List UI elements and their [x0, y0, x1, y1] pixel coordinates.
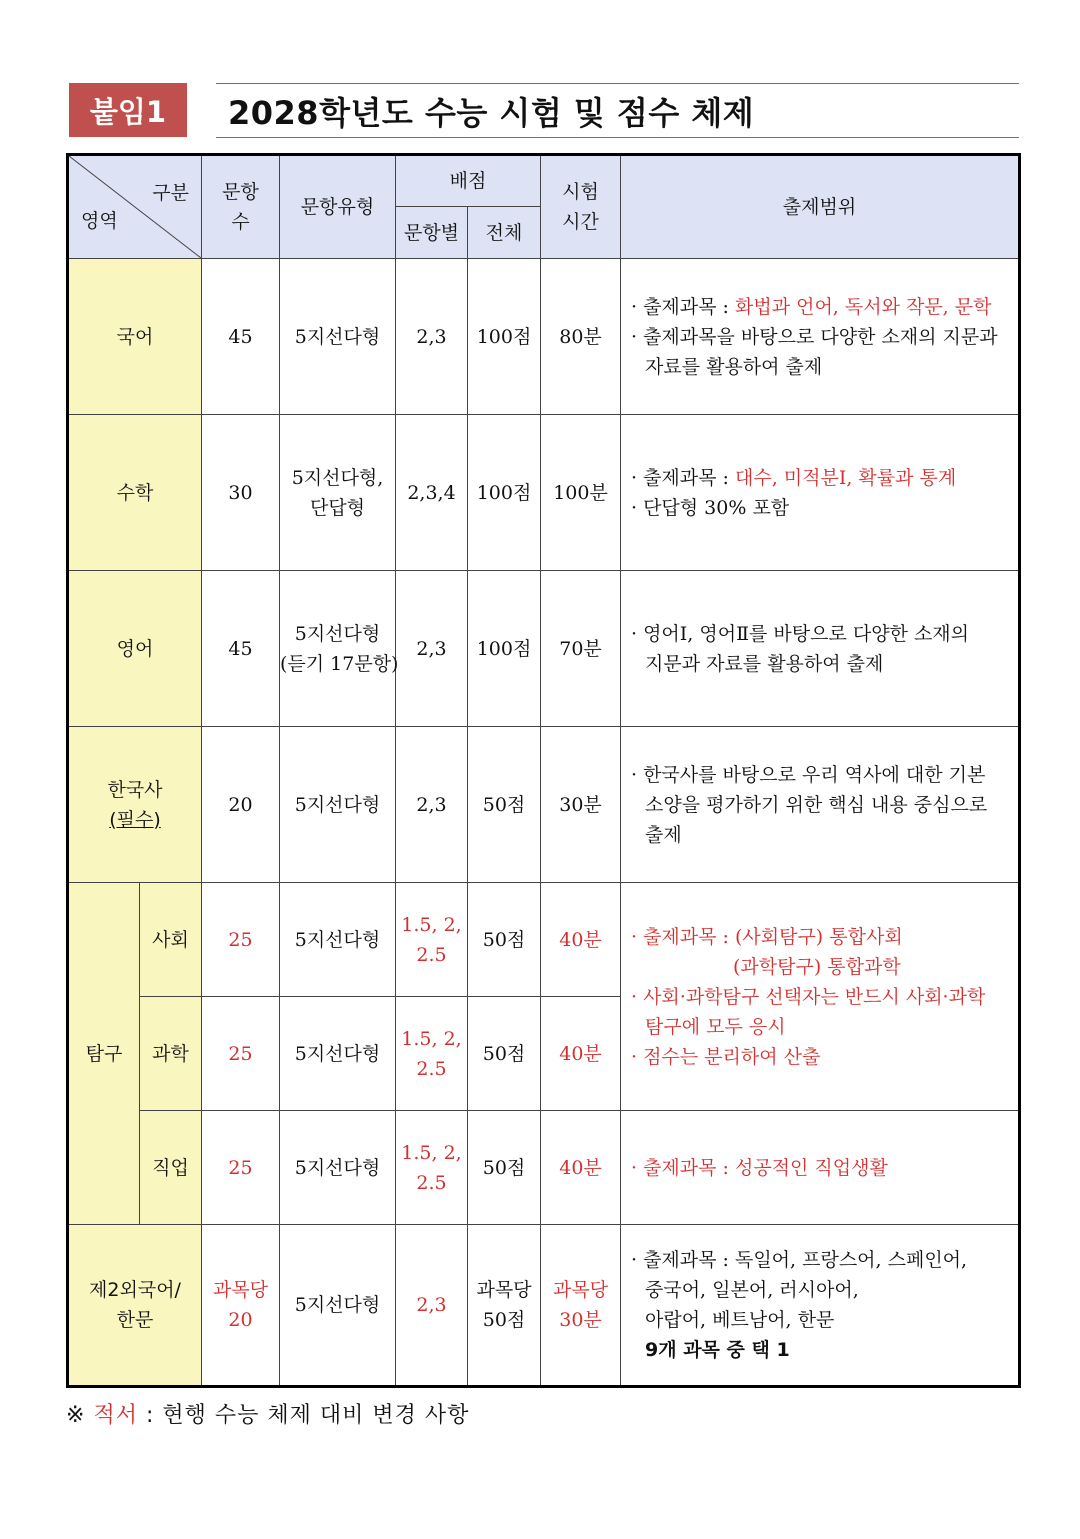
- title-bottom-rule: [216, 137, 1019, 138]
- area-korean-history: 한국사 (필수): [68, 727, 202, 883]
- total-cell: 50점: [468, 883, 541, 997]
- footnote: ※ 적서 : 현행 수능 체제 대비 변경 사항: [66, 1403, 470, 1428]
- table-row: [68, 259, 1020, 415]
- header-total: 전체: [468, 207, 541, 259]
- time-cell: 100분: [541, 415, 621, 571]
- per-item-cell: 1.5, 2, 2.5: [396, 883, 468, 997]
- type-cell: 5지선다형, 단답형: [280, 415, 396, 571]
- count-cell: 25: [202, 883, 280, 997]
- time-cell: 40분: [541, 1111, 621, 1225]
- sub-area-job: 직업: [140, 1111, 202, 1225]
- sub-area-social: 사회: [140, 883, 202, 997]
- time-cell: 30분: [541, 727, 621, 883]
- total-cell: 100점: [468, 415, 541, 571]
- per-item-cell: 2,3,4: [396, 415, 468, 571]
- total-cell: 과목당 50점: [468, 1225, 541, 1387]
- per-item-cell: 2,3: [396, 259, 468, 415]
- area-english: 영어: [68, 571, 202, 727]
- range-cell: · 출제과목 : 대수, 미적분Ⅰ, 확률과 통계 · 단답형 30% 포함: [621, 415, 1020, 571]
- header-gubun: 구분: [152, 182, 189, 204]
- time-cell: 40분: [541, 883, 621, 997]
- count-cell: 과목당 20: [202, 1225, 280, 1387]
- type-cell: 5지선다형 (듣기 17문항): [280, 571, 396, 727]
- attachment-badge: 붙임1: [69, 83, 187, 137]
- per-item-cell: 1.5, 2, 2.5: [396, 1111, 468, 1225]
- count-cell: 30: [202, 415, 280, 571]
- table-row: [68, 727, 1020, 883]
- area-second-language: 제2외국어/ 한문: [68, 1225, 202, 1387]
- table-row: [68, 883, 1020, 997]
- per-item-cell: 1.5, 2, 2.5: [396, 997, 468, 1111]
- count-cell: 45: [202, 571, 280, 727]
- per-item-cell: 2,3: [396, 571, 468, 727]
- header-score: 배점: [396, 155, 541, 207]
- count-cell: 25: [202, 1111, 280, 1225]
- range-cell: · 출제과목 : 독일어, 프랑스어, 스페인어, 중국어, 일본어, 러시아어, 아랍어, 베트남어, 한문 9개 과목 중 택 1: [621, 1225, 1020, 1387]
- table-row: [68, 571, 1020, 727]
- time-cell: 70분: [541, 571, 621, 727]
- table-row: [68, 415, 1020, 571]
- header-area: 영역: [81, 210, 118, 232]
- count-cell: 45: [202, 259, 280, 415]
- time-cell: 40분: [541, 997, 621, 1111]
- header-per-item: 문항별: [396, 207, 468, 259]
- type-cell: 5지선다형: [280, 883, 396, 997]
- time-cell: 과목당 30분: [541, 1225, 621, 1387]
- range-cell: · 한국사를 바탕으로 우리 역사에 대한 기본 소양을 평가하기 위한 핵심 내용 중심으로 출제: [621, 727, 1020, 883]
- type-cell: 5지선다형: [280, 727, 396, 883]
- area-inquiry: 탐구: [68, 883, 140, 1225]
- type-cell: 5지선다형: [280, 259, 396, 415]
- time-cell: 80분: [541, 259, 621, 415]
- header-range: 출제범위: [621, 155, 1020, 259]
- range-cell: · 출제과목 : (사회탐구) 통합사회 (과학탐구) 통합과학 · 사회·과학탐구 선택자는 반드시 사회·과학 탐구에 모두 응시 · 점수는 분리하여 산출: [621, 883, 1020, 1111]
- range-cell: · 출제과목 : 성공적인 직업생활: [621, 1111, 1020, 1225]
- sub-area-science: 과학: [140, 997, 202, 1111]
- title-top-rule: [216, 83, 1019, 84]
- exam-structure-table: [66, 153, 1021, 1388]
- total-cell: 50점: [468, 727, 541, 883]
- area-math: 수학: [68, 415, 202, 571]
- per-item-cell: 2,3: [396, 727, 468, 883]
- count-cell: 25: [202, 997, 280, 1111]
- total-cell: 100점: [468, 259, 541, 415]
- total-cell: 50점: [468, 1111, 541, 1225]
- table-row: [68, 1225, 1020, 1387]
- type-cell: 5지선다형: [280, 1111, 396, 1225]
- type-cell: 5지선다형: [280, 997, 396, 1111]
- per-item-cell: 2,3: [396, 1225, 468, 1387]
- page-title: 2028학년도 수능 시험 및 점수 체제: [228, 94, 755, 132]
- count-cell: 20: [202, 727, 280, 883]
- range-cell: · 영어Ⅰ, 영어Ⅱ를 바탕으로 다양한 소재의 지문과 자료를 활용하여 출제: [621, 571, 1020, 727]
- range-cell: · 출제과목 : 화법과 언어, 독서와 작문, 문학 · 출제과목을 바탕으로 다양한 소재의 지문과 자료를 활용하여 출제: [621, 259, 1020, 415]
- area-korean: 국어: [68, 259, 202, 415]
- total-cell: 50점: [468, 997, 541, 1111]
- header-count: 문항수: [202, 155, 280, 259]
- total-cell: 100점: [468, 571, 541, 727]
- table-row: [68, 1111, 1020, 1225]
- header-area-gubun-cell: [68, 155, 202, 259]
- header-type: 문항유형: [280, 155, 396, 259]
- type-cell: 5지선다형: [280, 1225, 396, 1387]
- header-time: 시험시간: [541, 155, 621, 259]
